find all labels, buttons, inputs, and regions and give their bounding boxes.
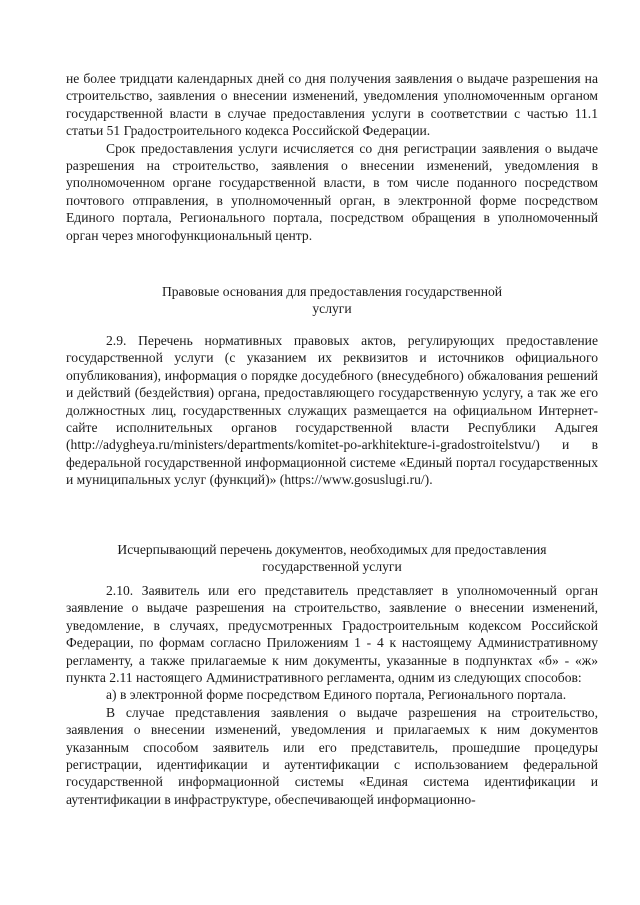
heading-line: Исчерпывающий перечень документов, необходимых для предоставления [117,542,547,557]
paragraph-2-10: 2.10. Заявитель или его представитель представляет в уполномоченный орган заявление о выдаче разрешения на строительство, заявление о внесении изменений, уведомление, в случаях, предусмотренных Градостроительным кодексом Российской Федерации, по формам согласно Приложениям 1 - 4 к настоящему Административному регламенту, а также прилагаемые к ним документы, указанные в подпунктах «б» - «ж» пункта 2.11 настоящего Административного регламента, одним из следующих способов: [66,583,598,686]
heading-line: государственной услуги [262,559,402,575]
paragraph-electronic-submission: В случае представления заявления о выдаче разрешения на строительство, заявления о внесении изменений, уведомления и прилагаемых к ним документов указанным способом заявитель или его представитель, прошедшие процедуры регистрации, идентификации и аутентификации с использованием федеральной государственной информационной системы «Единая система идентификации и аутентификации в инфраструктуре, обеспечивающей информационно- [66,704,598,807]
documents-text-block [66,582,598,808]
top-text-block [66,70,598,244]
section-heading-documents [66,541,598,576]
heading-line: Правовые основания для предоставления государственной [161,284,503,299]
paragraph-item-a: а) в электронной форме посредством Единого портала, Регионального портала. [106,687,567,703]
paragraph-deadline-start: Срок предоставления услуги исчисляется со дня регистрации заявления о выдаче разрешения на строительство, заявления о внесении изменений, уведомления в уполномоченном органе государственной власти, в том числе поданного посредством почтового отправления, в уполномоченный орган, в электронной форме посредством Единого портала, Регионального портала, посредством обращения в уполномоченный орган через многофункциональный центр. [66,140,598,243]
legal-text-block [66,332,598,489]
heading-line: услуги [312,301,352,317]
paragraph-2-9: 2.9. Перечень нормативных правовых актов, регулирующих предоставление государственной услуги (с указанием их реквизитов и источников официального опубликования), информация о порядке досудебного (внесудебного) обжалования решений и действий (бездействия) органа, предоставляющего государственную услугу, а так же его должностных лиц, государственных служащих размещается на официальном Интернет-сайте исполнительных органов государственной власти Республики Адыгея (http://adygheya.ru/ministers/departments/komitet-po-arkhitekture-i-gradostroitelstvu/) и в федеральной государственной информационной системе «Единый портал государственных и муниципальных услуг (функций)» (https://www.gosuslugi.ru/). [66,333,598,488]
section-heading-legal-basis [66,283,598,318]
paragraph-deadline-continuation: не более тридцати календарных дней со дня получения заявления о выдаче разрешения на строительство, заявления о внесении изменений, уведомления уполномоченным органом государственной власти в случае предоставления услуги в соответствии с частью 11.1 статьи 51 Градостроительного кодекса Российской Федерации. [66,71,598,139]
